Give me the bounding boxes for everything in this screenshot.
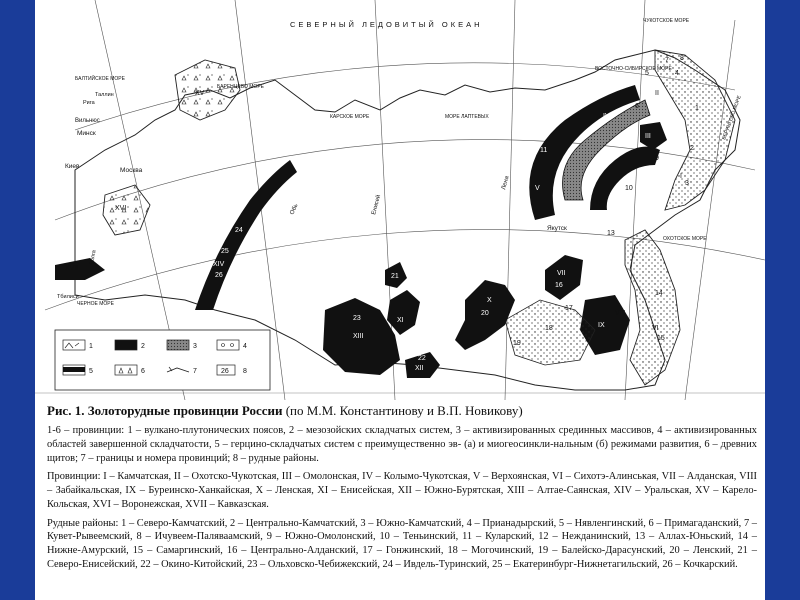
roman-viii: VIII xyxy=(615,310,626,317)
figure-caption xyxy=(47,403,757,577)
roman-x: X xyxy=(487,297,492,304)
sea-baltic: БАЛТИЙСКОЕ МОРЕ xyxy=(75,76,125,82)
city-vilnius: Вильнюс xyxy=(75,118,100,124)
ore-26: 26 xyxy=(215,272,223,279)
ore-25: 25 xyxy=(221,248,229,255)
map-svg xyxy=(35,0,765,400)
ocean-title: СЕВЕРНЫЙ ЛЕДОВИТЫЙ ОКЕАН xyxy=(290,20,483,29)
sea-chukotka: ЧУКОТСКОЕ МОРЕ xyxy=(643,18,690,24)
roman-xv: XV xyxy=(195,90,205,97)
map-legend xyxy=(55,330,270,390)
legend-8: 8 xyxy=(243,368,247,375)
city-kiev: Киев xyxy=(65,163,80,170)
figure-title-bold: Рис. 1. Золоторудные провинции России xyxy=(47,403,283,418)
roman-iv: IV xyxy=(603,113,610,120)
ore-19: 19 xyxy=(513,340,521,347)
ore-7: 7 xyxy=(665,57,669,64)
figure-title-source: (по М.М. Константинову и В.П. Новикову) xyxy=(282,403,523,418)
roman-xiv: XIV xyxy=(213,261,225,268)
roman-xvii: XVII xyxy=(65,265,79,272)
sea-laptev: МОРЕ ЛАПТЕВЫХ xyxy=(445,114,489,120)
river-lena: Лена xyxy=(501,175,511,191)
ore-14: 14 xyxy=(655,290,663,297)
roman-xiii: XIII xyxy=(353,333,364,340)
ore-3: 3 xyxy=(685,180,689,187)
figure-title xyxy=(47,403,757,419)
legend-1: 1 xyxy=(89,343,93,350)
legend-7: 7 xyxy=(193,368,197,375)
ore-9: 9 xyxy=(655,155,659,162)
roman-ii: II xyxy=(655,90,659,97)
city-tallinn: Таллин xyxy=(95,92,114,98)
ore-13: 13 xyxy=(607,230,615,237)
roman-vii: VII xyxy=(557,270,566,277)
roman-xii: XII xyxy=(415,365,424,372)
legend-5: 5 xyxy=(89,368,93,375)
ore-12: 12 xyxy=(595,200,603,207)
legend-2: 2 xyxy=(141,343,145,350)
city-tbilisi: Тбилиси xyxy=(57,294,79,300)
ore-17: 17 xyxy=(565,305,573,312)
ore-4: 4 xyxy=(675,70,679,77)
svg-text:26: 26 xyxy=(221,368,229,375)
caption-provinces: Провинции: I – Камчатская, II – Охотско-Чукотская, III – Омолонская, IV – Колымо-Чукотская, V – Верхоянская, VI – Сихотэ-Алинськая, VII – Алданская, VIII – Забайкальская, IX – Буреинско-Ханкайская, X – Ленская, XI – Енисейская, XII – Южно-Бурятская, XIII – Алтае-Саянская, XIV – Уральская, XV – Карело-Кольская, XVI – Воронежская, XVII – Кавказская. xyxy=(47,471,757,510)
caption-legend-explanation: 1-6 – провинции: 1 – вулкано-плутонических поясов, 2 – мезозойских складчатых систем, 3 – активизированных срединных массивов, 4 – активизированных областей завершенной складчатости, 5 – герцино-складчатых систем с преимущественно эв- (а) и миогеосинкли-нальным (б) режимами развития, 6 – древних щитов; 7 – границы и номера провинций; 8 – рудные районы. xyxy=(47,425,757,464)
city-yakutsk: Якутск xyxy=(547,225,567,232)
ore-5: 5 xyxy=(645,70,649,77)
ore-10: 10 xyxy=(625,185,633,192)
legend-6: 6 xyxy=(141,368,145,375)
sea-barents: БАРЕНЦЕВО МОРЕ xyxy=(217,84,264,90)
city-riga: Рига xyxy=(83,100,95,106)
ore-2: 2 xyxy=(690,145,694,152)
legend-3: 3 xyxy=(193,343,197,350)
ore-23: 23 xyxy=(353,315,361,322)
ore-24: 24 xyxy=(235,227,243,234)
ore-22: 22 xyxy=(418,355,426,362)
ore-16: 16 xyxy=(555,282,563,289)
sea-black: ЧЕРНОЕ МОРЕ xyxy=(77,301,114,307)
roman-xi: XI xyxy=(397,317,404,324)
ore-18: 18 xyxy=(545,325,553,332)
slide-background-left xyxy=(0,0,35,600)
roman-i: I xyxy=(680,173,682,180)
ore-1: 1 xyxy=(695,105,699,112)
roman-ix: IX xyxy=(598,322,605,329)
river-yenisei: Енисей xyxy=(371,194,383,216)
ore-15: 15 xyxy=(657,335,665,342)
ore-11: 11 xyxy=(540,147,548,154)
legend-4: 4 xyxy=(243,343,247,350)
roman-v: V xyxy=(535,185,540,192)
sea-kara: КАРСКОЕ МОРЕ xyxy=(330,114,370,120)
caption-ore-districts: Рудные районы: 1 – Северо-Камчатский, 2 – Центрально-Камчатский, 3 – Южно-Камчатский, 4 – Прианадырский, 5 – Нявленгинский, 6 – Примагаданский, 7 – Кувет-Рывеемский, 8 – Ичувеем-Паляваамский, 9 – Южно-Омолонский, 10 – Теньинский, 11 – Куларский, 12 – Нежданинский, 13 – Аллах-Юньский, 14 – Нижне-Амурский, 15 – Самаргинский, 16 – Центрально-Алданский, 17 – Гонжинский, 18 – Могочинский, 19 – Балейско-Дарасунский, 20 – Ленский, 21 – Северо-Енисейский, 22 – Окино-Китойский, 23 – Ольховско-Чебижекский, 24 – Ивдель-Туринский, 25 – Екатеринбург-Нижнетагильский, 26 – Кочкарский. xyxy=(47,517,757,570)
roman-iii: III xyxy=(645,133,651,140)
sea-east-siberian: ВОСТОЧНО-СИБИРСКОЕ МОРЕ xyxy=(595,66,672,72)
river-volga: Волга xyxy=(89,249,98,266)
roman-vi: VI xyxy=(652,325,659,332)
ore-6: 6 xyxy=(635,103,639,110)
ore-20: 20 xyxy=(481,310,489,317)
city-moscow: Москва xyxy=(120,167,143,174)
figure-panel xyxy=(35,0,765,600)
ore-21: 21 xyxy=(391,273,399,280)
sea-okhotsk: ОХОТСКОЕ МОРЕ xyxy=(663,236,707,242)
river-ob: Обь xyxy=(289,203,300,216)
ore-8: 8 xyxy=(680,55,684,62)
slide-background-right xyxy=(765,0,800,600)
roman-xvi: XVI xyxy=(115,205,127,212)
city-minsk: Минск xyxy=(77,130,96,137)
sea-bering: БЕРИНГОВО МОРЕ xyxy=(721,94,743,141)
gold-provinces-map xyxy=(35,0,765,400)
